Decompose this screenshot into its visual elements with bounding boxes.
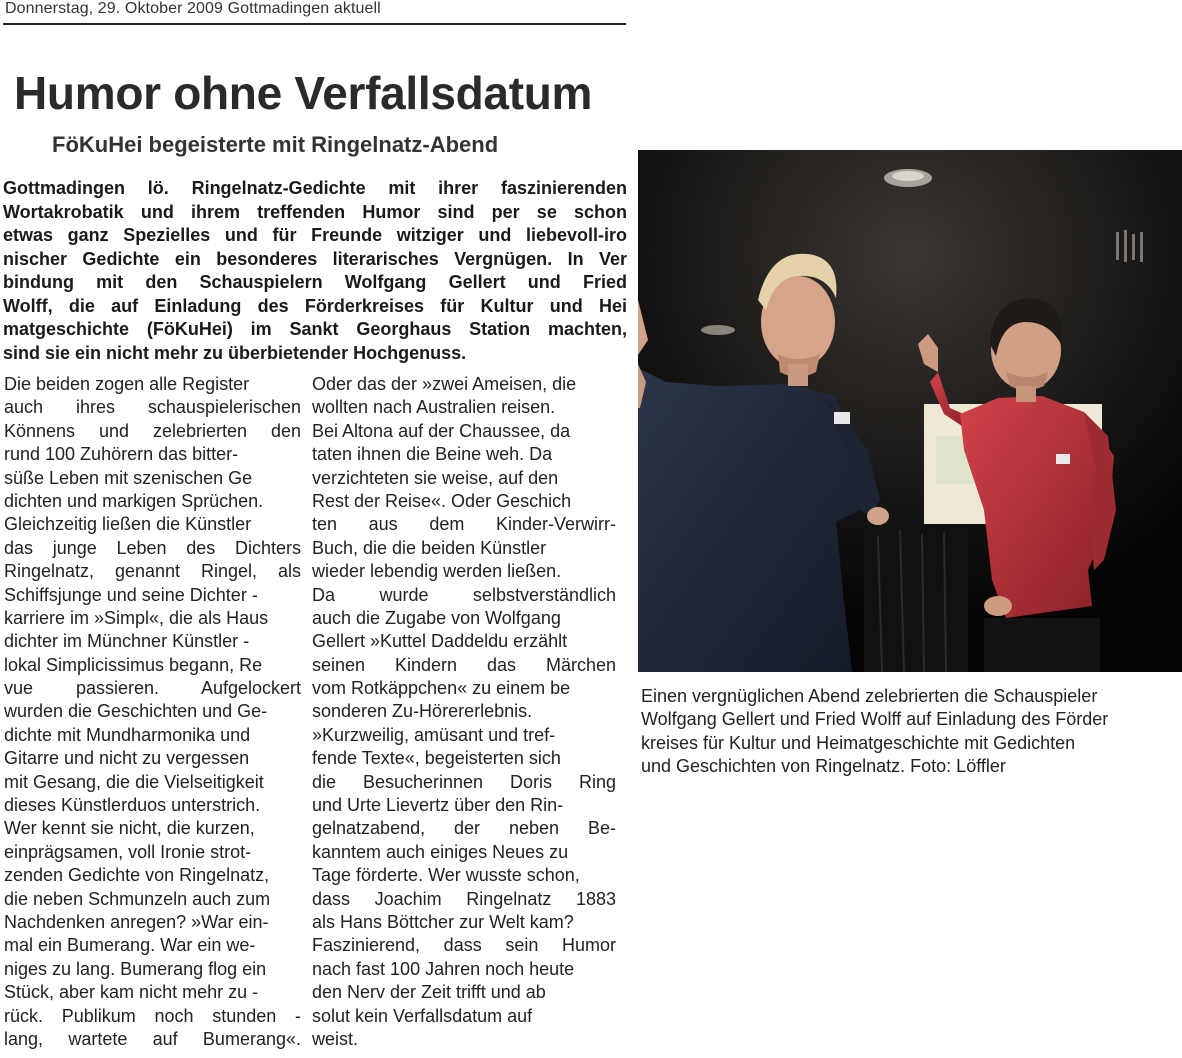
lead-line: etwas ganz Spezielles und für Freunde witziger und liebevoll-iro (3, 225, 627, 245)
body-line: Könnens und zelebrierten den (4, 420, 301, 441)
header-rule (3, 23, 626, 25)
body-line: das junge Leben des Dichters (4, 537, 301, 558)
subheadline: FöKuHei begeisterte mit Ringelnatz-Abend (52, 132, 499, 157)
body-line: gelnatzabend, der neben Be- (312, 818, 616, 839)
body-line: verzichteten sie weise, auf den (312, 467, 559, 488)
body-line: Gitarre und nicht zu vergessen (4, 748, 250, 769)
body-line: nach fast 100 Jahren noch heute (312, 958, 575, 979)
body-line: niges zu lang. Bumerang flog ein (4, 958, 267, 979)
body-line: Da wurde selbstverständlich (312, 584, 616, 605)
body-line: taten ihnen die Beine weh. Da (312, 444, 553, 465)
body-line: lokal Simplicissimus begann, Re (4, 654, 263, 675)
caption-line: und Geschichten von Ringelnatz. Foto: Löffler (641, 756, 1006, 777)
body-line: solut kein Verfallsdatum auf (312, 1005, 533, 1026)
lead-paragraph (3, 177, 627, 365)
body-line: dieses Künstlerduos unterstrich. (4, 795, 261, 816)
body-line: süße Leben mit szenischen Ge (4, 467, 253, 488)
body-line: karriere im »Simpl«, die als Haus (4, 607, 269, 628)
body-line: Oder das der »zwei Ameisen, die (312, 374, 577, 394)
body-line: Die beiden zogen alle Register (4, 374, 250, 394)
body-line: vom Rotkäppchen« zu einem be (312, 678, 571, 699)
headline: Humor ohne Verfallsdatum (14, 67, 593, 119)
body-line: Buch, die die beiden Künstler (312, 537, 547, 558)
body-line: kanntem auch einiges Neues zu (312, 841, 569, 862)
body-line: Bei Altona auf der Chaussee, da (312, 420, 571, 441)
body-line: wieder lebendig werden ließen. (312, 561, 562, 582)
body-line: Schiffsjunge und seine Dichter - (4, 584, 258, 605)
body-line: mal ein Bumerang. War ein we- (4, 935, 256, 956)
body-line: zenden Gedichte von Ringelnatz, (4, 865, 270, 886)
body-line: Ringelnatz, genannt Ringel, als (4, 561, 301, 582)
lead-line: nischer Gedichte ein besonderes literarisches Vergnügen. In Ver (3, 248, 627, 269)
body-line: sonderen Zu-Hörererlebnis. (312, 701, 533, 722)
body-line: als Hans Böttcher zur Welt kam? (312, 911, 574, 932)
caption-line: kreises für Kultur und Heimatgeschichte mit Gedichten (641, 732, 1076, 753)
body-line: Stück, aber kam nicht mehr zu - (4, 982, 259, 1003)
caption-line: Einen vergnüglichen Abend zelebrierten die Schauspieler (641, 686, 1098, 706)
lead-line: bindung mit den Schauspielern Wolfgang Gellert und Fried (3, 272, 627, 292)
body-line: Rest der Reise«. Oder Geschich (312, 490, 572, 511)
body-line: dichter im Münchner Künstler - (4, 631, 250, 652)
stage-photo-illustration (638, 150, 1182, 672)
photo-caption (641, 685, 1182, 779)
body-line: wurden die Geschichten und Ge- (4, 701, 268, 722)
body-line: lang, wartete auf Bumerang«. (4, 1028, 301, 1049)
body-line: dass Joachim Ringelnatz 1883 (312, 888, 616, 909)
body-line: die neben Schmunzeln auch zum (4, 888, 271, 909)
body-line: Faszinierend, dass sein Humor (312, 935, 616, 956)
body-line: Nachdenken anregen? »War ein- (4, 911, 269, 932)
body-line: vue passieren. Aufgelockert (4, 678, 301, 699)
body-column-1 (4, 373, 301, 1051)
body-line: seinen Kindern das Märchen (312, 654, 616, 675)
stage-photo (638, 150, 1182, 672)
body-line: rück. Publikum noch stunden - (4, 1005, 301, 1026)
caption-line: Wolfgang Gellert und Fried Wolff auf Einladung des Förder (641, 709, 1109, 730)
lead-line: Wortakrobatik und ihrem treffenden Humor sind per se schon (3, 201, 627, 222)
body-line: weist. (312, 1028, 359, 1049)
body-line: fende Texte«, begeisterten sich (312, 748, 561, 769)
body-line: »Kurzweilig, amüsant und tref- (312, 724, 556, 745)
lead-line: sind sie ein nicht mehr zu überbietender Hochgenuss. (3, 342, 467, 363)
body-line: die Besucherinnen Doris Ring (312, 771, 616, 792)
body-line: auch ihres schauspielerischen (4, 397, 301, 418)
body-line: auch die Zugabe von Wolfgang (312, 607, 561, 628)
body-column-2 (312, 373, 616, 1051)
lead-line: matgeschichte (FöKuHei) im Sankt Georghaus Station machten, (3, 319, 627, 339)
body-line: dichten und markigen Sprüchen. (4, 490, 264, 511)
body-line: ten aus dem Kinder-Verwirr- (312, 514, 616, 535)
body-line: wollten nach Australien reisen. (312, 397, 556, 418)
lead-line: Wolff, die auf Einladung des Förderkreises für Kultur und Hei (3, 295, 627, 316)
body-line: Gleichzeitig ließen die Künstler (4, 514, 252, 535)
body-line: Gellert »Kuttel Daddeldu erzählt (312, 631, 568, 652)
body-line: mit Gesang, die die Vielseitigkeit (4, 771, 264, 792)
body-line: Tage förderte. Wer wusste schon, (312, 865, 580, 886)
body-line: rund 100 Zuhörern das bitter- (4, 444, 239, 465)
header-date-line: Donnerstag, 29. Oktober 2009 Gottmadingen aktuell (5, 0, 381, 17)
body-line: und Urte Lievertz über den Rin- (312, 795, 564, 816)
lead-line: Gottmadingen lö. Ringelnatz-Gedichte mit ihrer faszinierenden (3, 178, 627, 198)
body-line: Wer kennt sie nicht, die kurzen, (4, 818, 255, 839)
body-line: einprägsamen, voll Ironie strot- (4, 841, 252, 862)
body-line: dichte mit Mundharmonika und (4, 724, 251, 745)
body-line: den Nerv der Zeit trifft und ab (312, 982, 546, 1003)
